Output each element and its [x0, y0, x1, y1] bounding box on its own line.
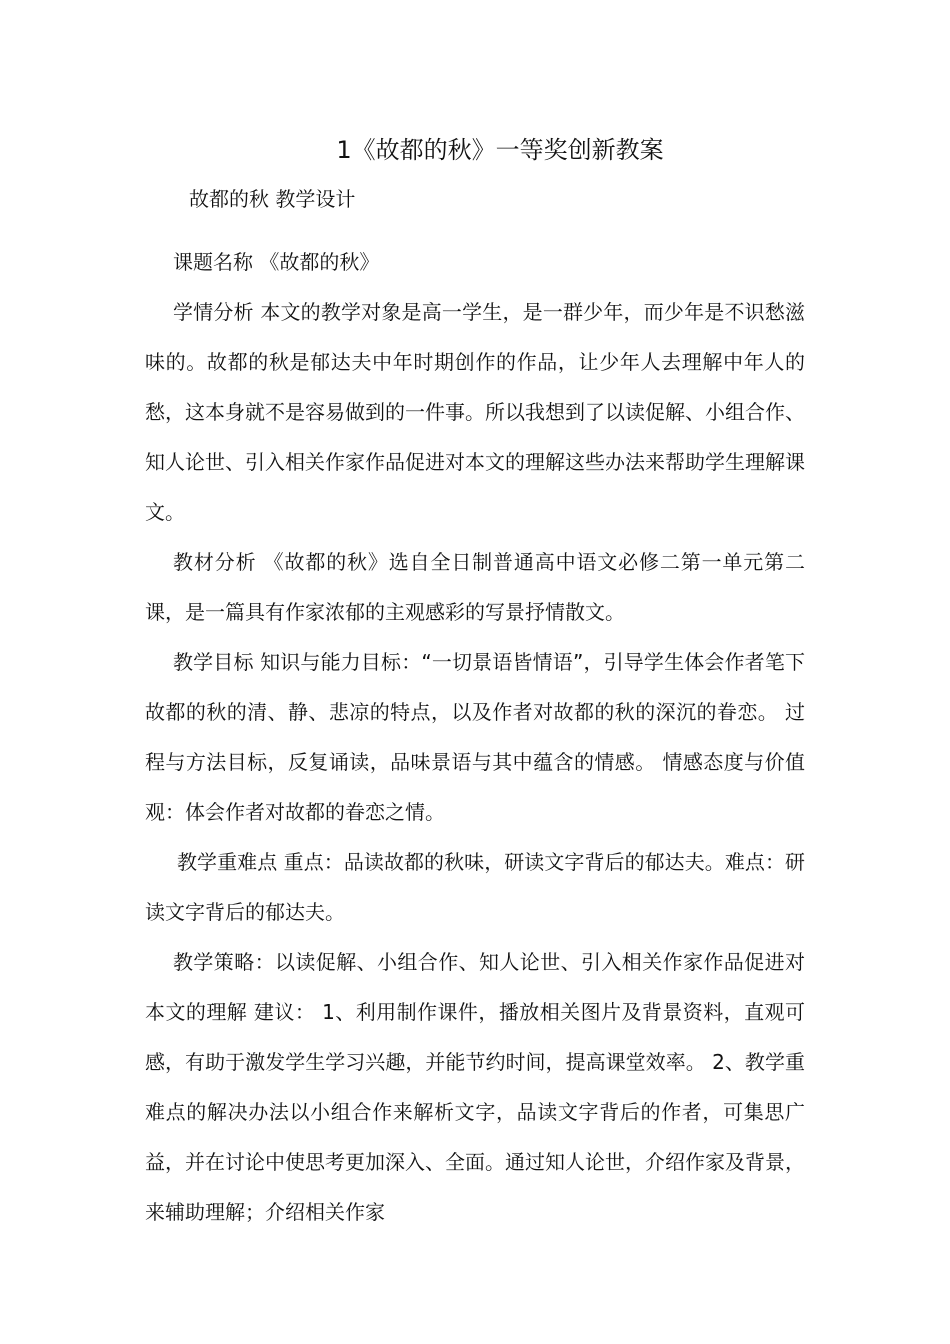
paragraph-teaching-goals: 教学目标 知识与能力目标：“一切景语皆情语”，引导学生体会作者笔下故都的秋的清、静、悲凉的特点，以及作者对故都的秋的深沉的眷恋。 过程与方法目标，反复诵读，品味景语与其中蕴含的情感。 情感态度与价值观：体会作者对故都的眷恋之情。: [145, 650, 805, 824]
document-subtitle: 故都的秋 教学设计: [189, 187, 356, 211]
document-title: 1《故都的秋》一等奖创新教案: [336, 136, 664, 164]
document-body: [145, 237, 805, 1237]
paragraph-student-analysis: 学情分析 本文的教学对象是高一学生，是一群少年，而少年是不识愁滋味的。故都的秋是郁达夫中年时期创作的作品，让少年人去理解中年人的愁，这本身就不是容易做到的一件事。所以我想到了以读促解、小组合作、知人论世、引入相关作家作品促进对本文的理解这些办法来帮助学生理解课文。: [145, 300, 805, 524]
paragraph-topic: 课题名称 《故都的秋》: [173, 250, 380, 274]
paragraph-key-difficulties: 教学重难点 重点：品读故都的秋味，研读文字背后的郁达夫。难点：研读文字背后的郁达夫。: [145, 850, 805, 924]
paragraph-teaching-strategy: 教学策略：以读促解、小组合作、知人论世、引入相关作家作品促进对本文的理解 建议： 1、利用制作课件，播放相关图片及背景资料，直观可感，有助于激发学生学习兴趣，并能节约时间，提高课堂效率。 2、教学重难点的解决办法以小组合作来解析文字，品读文字背后的作者，可集思广益，并在讨论中使思考更加深入、全面。通过知人论世，介绍作家及背景，来辅助理解；介绍相关作家: [145, 950, 805, 1224]
paragraph-material-analysis: 教材分析 《故都的秋》选自全日制普通高中语文必修二第一单元第二课，是一篇具有作家浓郁的主观感彩的写景抒情散文。: [145, 550, 805, 624]
